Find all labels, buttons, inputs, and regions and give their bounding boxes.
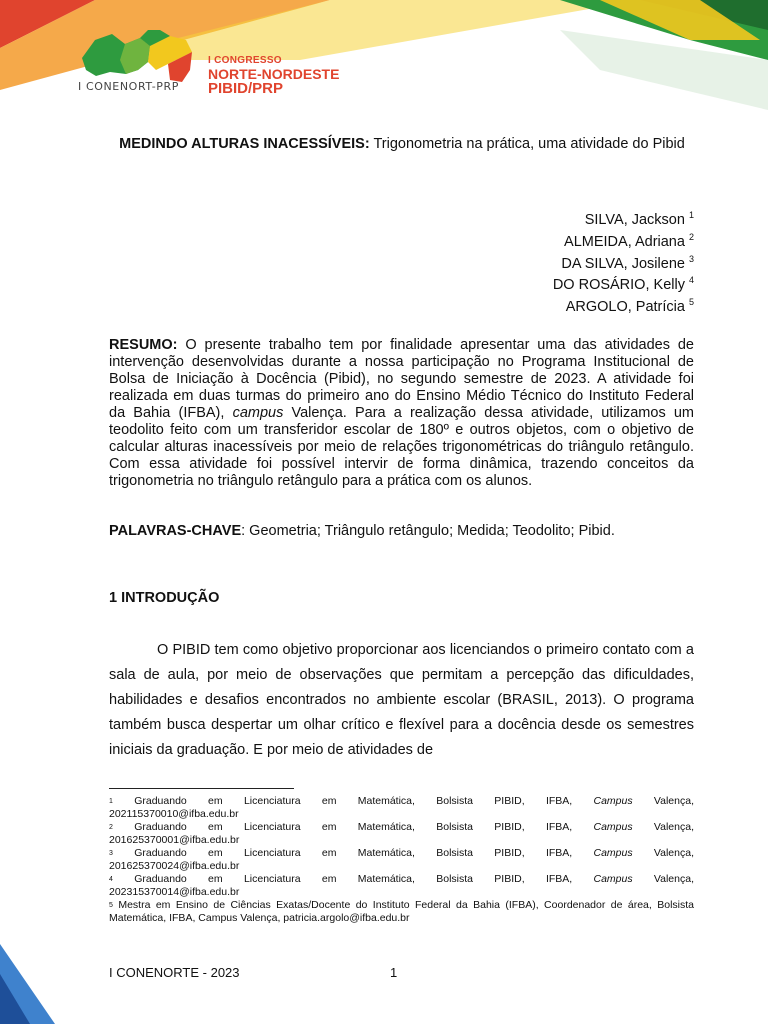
- footnote-divider: [109, 788, 294, 789]
- footer-event: I CONENORTE - 2023: [109, 965, 240, 980]
- title-bold: MEDINDO ALTURAS INACESSÍVEIS:: [119, 136, 370, 152]
- author-line: SILVA, Jackson $^1$: [584, 210, 694, 228]
- title-rest: Trigonometria na prática, uma atividade do Pibid: [369, 136, 685, 152]
- footnotes: [109, 795, 694, 925]
- footnote: $^5$ Mestra em Ensino de Ciências Exatas/Docente do Instituto Federal da Bahia (IFBA), Coordenador de área, Bolsista Matemática, IFBA, Campus Valença, patricia.argolo@ifba.edu.br: [109, 899, 694, 924]
- conference-logo-caption: I CONENORT-PRP: [78, 80, 179, 93]
- footnote: $^3$ Graduando em Licenciatura em Matemática, Bolsista PIBID, IFBA, Campus Valença, 201625370024@ifba.edu.br: [109, 847, 694, 872]
- keywords-line: PALAVRAS-CHAVE: Geometria; Triângulo retângulo; Medida; Teodolito; Pibid.: [109, 523, 615, 539]
- author-line: DO ROSÁRIO, Kelly $^4$: [552, 275, 694, 294]
- author-line: DA SILVA, Josilene $^3$: [561, 253, 694, 272]
- congress-logo: [208, 56, 339, 96]
- footnote: $^2$ Graduando em Licenciatura em Matemática, Bolsista PIBID, IFBA, Campus Valença, 201625370001@ifba.edu.br: [109, 821, 694, 846]
- header-banner: [0, 0, 768, 200]
- congress-line-1: I CONGRESSO: [208, 55, 282, 66]
- paper-title: [109, 131, 695, 157]
- page-number: 1: [390, 965, 398, 980]
- author-line: ALMEIDA, Adriana $^2$: [564, 231, 694, 250]
- corner-decoration: [0, 944, 60, 1024]
- intro-paragraph: O PIBID tem como objetivo proporcionar aos licenciandos o primeiro contato com a sala de aula, por meio de observações que permitam a percepção das dificuldades, habilidades e desafios encontrados no ambiente escolar (BRASIL, 2013). O programa também busca despertar um olhar crítico e flexível para a docência desde os semestres iniciais da graduação. E por meio de atividades de: [109, 642, 694, 758]
- abstract-paragraph: RESUMO: O presente trabalho tem por finalidade apresentar uma das atividades de intervenção desenvolvidas durante a nossa participação no Programa Institucional de Bolsa de Iniciação à Docência (Pibid), no segundo semestre de 2023. A atividade foi realizada em duas turmas do primeiro ano do Ensino Médio Técnico do Instituto Federal da Bahia (IFBA), campus Valença. Para a realização dessa atividade, utilizamos um teodolito feito com um transferidor escolar de 180º e outros objetos, com o objetivo de calcular alturas inacessíveis por meio de relações trigonométricas do triângulo retângulo. Com essa atividade foi possível intervir de forma dinâmica, trazendo conceitos da trigonometria no triângulo retângulo para a prática com os alunos.: [109, 337, 694, 489]
- footnote: $^4$ Graduando em Licenciatura em Matemática, Bolsista PIBID, IFBA, Campus Valença, 202315370014@ifba.edu.br: [109, 873, 694, 898]
- footnote: $^1$ Graduando em Licenciatura em Matemática, Bolsista PIBID, IFBA, Campus Valença, 202115370010@ifba.edu.br: [109, 795, 694, 820]
- author-list: [553, 207, 694, 316]
- abstract-label: RESUMO:: [109, 337, 178, 353]
- keywords-label: PALAVRAS-CHAVE: [109, 523, 242, 539]
- section-heading: 1 INTRODUÇÃO: [109, 590, 220, 606]
- congress-line-3: PIBID/PRP: [208, 80, 284, 97]
- congress-line-2: NORTE-NORDESTE: [208, 66, 340, 82]
- author-line: ARGOLO, Patrícia $^5$: [565, 297, 694, 316]
